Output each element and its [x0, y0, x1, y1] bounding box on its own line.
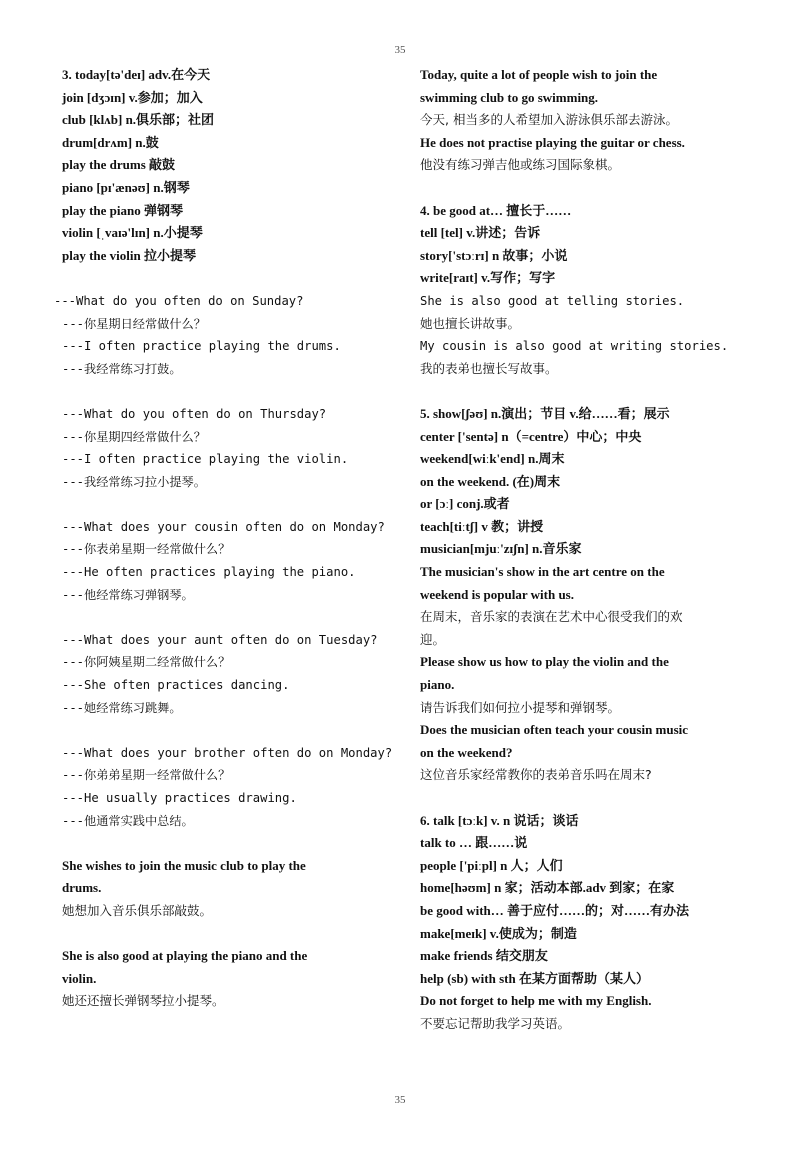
text-line: ---你星期日经常做什么？: [62, 316, 206, 331]
text-line: 她想加入音乐俱乐部敲鼓。: [62, 902, 213, 918]
text-line: 迎。: [420, 631, 446, 647]
text-line: 她还还擅长弹钢琴拉小提琴。: [62, 993, 225, 1009]
text-line: piano [pɪ'ænəʊ] n.钢琴: [62, 179, 190, 195]
text-line: ---What do you often do on Sunday?: [54, 293, 304, 308]
text-line: piano.: [420, 677, 455, 693]
left-column: [54, 64, 400, 1013]
text-line: ---他经常练习弹钢琴。: [62, 587, 194, 602]
text-line: play the drums 敲鼓: [62, 157, 176, 173]
text-line: ---He often practices playing the piano.: [62, 565, 356, 580]
text-line: ---我经常练习拉小提琴。: [62, 474, 206, 489]
text-line: Does the musician often teach your cousin music: [420, 722, 689, 738]
blank-line: [62, 832, 400, 855]
text-line: violin [ˌvaɪə'lɪn] n.小提琴: [62, 225, 203, 241]
page-number-top: 35: [394, 44, 406, 56]
text-line: musician[mjuː'zɪʃn] n.音乐家: [420, 541, 582, 557]
text-line: play the violin 拉小提琴: [62, 247, 196, 263]
text-line: ---He usually practices drawing.: [62, 791, 297, 805]
text-line: ---你星期四经常做什么？: [62, 429, 206, 444]
text-line: 4. be good at… 擅长于……: [420, 202, 572, 218]
text-line: violin.: [62, 970, 97, 986]
text-line: on the weekend?: [420, 744, 513, 760]
text-line: drum[drʌm] n.鼓: [62, 134, 159, 150]
text-line: people ['piːpl] n 人；人们: [420, 857, 563, 873]
text-line: ---你弟弟星期一经常做什么？: [62, 768, 231, 783]
text-line: teach[tiːtʃ] v 教；讲授: [420, 518, 544, 534]
text-line: ---What does your aunt often do on Tuesday?: [62, 632, 378, 647]
text-line: ---What does your cousin often do on Monday?: [62, 519, 385, 534]
text-line: ---她经常练习跳舞。: [62, 700, 182, 715]
text-line: 请告诉我们如何拉小提琴和弹钢琴。: [420, 699, 621, 715]
text-line: ---你表弟星期一经常做什么？: [62, 542, 231, 557]
text-line: join [dʒɔɪn] v.参加；加入: [62, 89, 203, 105]
text-line: 不要忘记帮助我学习英语。: [420, 1015, 571, 1031]
text-line: be good with… 善于应付……的；对……有办法: [420, 902, 690, 918]
text-line: Please show us how to play the violin and the: [420, 654, 669, 670]
blank-line: [62, 606, 400, 629]
text-line: She wishes to join the music club to play the: [62, 857, 306, 873]
blank-line: [62, 719, 400, 742]
text-line: play the piano 弹钢琴: [62, 202, 183, 218]
text-line: ---I often practice playing the violin.: [62, 452, 349, 467]
blank-line: [420, 787, 760, 810]
text-line: 这位音乐家经常教你的表弟音乐吗在周末?: [420, 767, 652, 783]
text-line: swimming club to go swimming.: [420, 89, 599, 105]
text-line: 6. talk [tɔːk] v. n 说话；谈话: [420, 812, 579, 828]
text-line: 在周末，音乐家的表演在艺术中心很受我们的欢: [420, 609, 683, 625]
text-line: 她也擅长讲故事。: [420, 315, 521, 331]
text-line: ---我经常练习打鼓。: [62, 361, 182, 376]
text-line: 今天, 相当多的人希望加入游泳俱乐部去游泳。: [420, 112, 678, 128]
text-line: center ['sentə] n（=centre）中心；中央: [420, 428, 642, 444]
blank-line: [62, 923, 400, 946]
text-line: She is also good at playing the piano and the: [62, 948, 308, 964]
text-line: home[həʊm] n 家；活动本部.adv 到家；在家: [420, 880, 675, 896]
text-line: She is also good at telling stories.: [420, 293, 685, 308]
blank-line: [420, 380, 760, 403]
blank-line: [62, 380, 400, 403]
text-line: or [ɔː] conj.或者: [420, 496, 510, 512]
text-line: club [klʌb] n.俱乐部；社团: [62, 112, 215, 128]
text-line: Do not forget to help me with my English.: [420, 993, 652, 1009]
text-line: tell [tel] v.讲述；告诉: [420, 225, 541, 241]
text-line: weekend is popular with us.: [420, 586, 574, 602]
text-line: help (sb) with sth 在某方面帮助（某人）: [420, 970, 649, 986]
text-line: My cousin is also good at writing stories.: [420, 339, 729, 354]
right-column: [420, 64, 760, 1036]
text-line: drums.: [62, 880, 102, 896]
text-line: talk to … 跟……说: [420, 835, 528, 851]
blank-line: [62, 493, 400, 516]
text-line: ---你阿姨星期二经常做什么？: [62, 655, 231, 670]
text-line: 5. show[ʃəʊ] n.演出；节目 v.给……看；展示: [420, 405, 670, 421]
text-line: ---I often practice playing the drums.: [62, 339, 341, 354]
text-line: 3. today[tə'deɪ] adv.在今天: [62, 67, 211, 82]
text-line: make friends 结交朋友: [420, 948, 548, 964]
text-line: 我的表弟也擅长写故事。: [420, 360, 558, 376]
blank-line: [420, 177, 760, 200]
page-number-bottom: 35: [394, 1094, 406, 1106]
text-line: weekend[wiːk'end] n.周末: [420, 451, 565, 467]
text-line: The musician's show in the art centre on the: [420, 564, 665, 580]
blank-line: [62, 267, 400, 290]
text-line: He does not practise playing the guitar or chess.: [420, 134, 685, 150]
text-line: make[meɪk] v.使成为；制造: [420, 925, 577, 941]
text-line: on the weekend. (在)周末: [420, 473, 561, 489]
text-line: ---他通常实践中总结。: [62, 813, 194, 828]
text-line: 他没有练习弹吉他或练习国际象棋。: [420, 157, 621, 173]
text-line: story['stɔːrɪ] n 故事；小说: [420, 247, 568, 263]
text-line: ---She often practices dancing.: [62, 678, 290, 693]
text-line: ---What do you often do on Thursday?: [62, 406, 327, 421]
text-line: ---What does your brother often do on Monday?: [62, 745, 393, 760]
text-line: Today, quite a lot of people wish to join the: [420, 67, 658, 82]
text-line: write[raɪt] v.写作；写字: [420, 270, 556, 286]
